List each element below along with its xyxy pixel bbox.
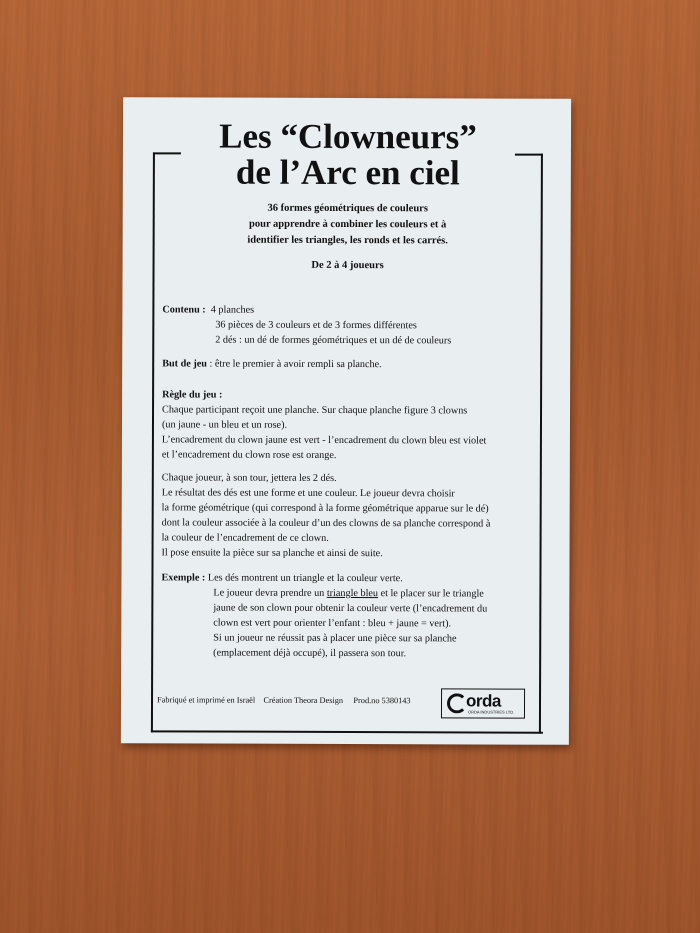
example-line: (emplacement déjà occupé), il passera son tour. <box>213 647 407 660</box>
rules-line: Le résultat des dés est une forme et une couleur. Le joueur devra choisir <box>161 487 455 500</box>
intro-line-2: pour apprendre à combiner les couleurs et à <box>249 218 447 231</box>
footer-creation: Création Theora Design <box>263 695 344 705</box>
logo-text: orda <box>465 691 501 711</box>
contents-label: Contenu : <box>162 304 206 316</box>
rules-line: et l’encadrement du clown rose est orange. <box>161 449 337 461</box>
title-line-1: Les “Clowneurs” <box>219 116 477 157</box>
goal-label: But de jeu <box>162 358 207 370</box>
logo-circle-icon <box>447 693 467 713</box>
rules-line: la forme géométrique (qui correspond à la forme géométrique apparue sur le dé) <box>161 502 489 515</box>
contents-section <box>162 302 542 348</box>
example-section <box>161 570 541 661</box>
logo-subtext: ORDA INDUSTRIES LTD. <box>467 709 515 715</box>
contents-item-3: 2 dés : un dé de formes géométriques et un dé de couleurs <box>215 334 452 347</box>
rules-line: dont la couleur associée à la couleur d’un des clowns de sa planche correspond à <box>161 517 491 530</box>
rules-line: L’encadrement du clown jaune est vert - l’encadrement du clown bleu est violet <box>161 434 487 447</box>
frame-bottom <box>151 730 543 733</box>
footer-made-in: Fabriqué et imprimé en Israël <box>157 695 256 705</box>
title-line-2: de l’Arc en ciel <box>235 152 460 193</box>
rules-label: Règle du jeu : <box>162 389 223 401</box>
rules-line: Il pose ensuite la pièce sur sa planche et ainsi de suite. <box>161 547 383 560</box>
example-line: Le joueur devra prendre un <box>213 587 327 599</box>
goal-section <box>162 356 542 372</box>
instruction-sheet <box>121 97 571 745</box>
example-line: et le placer sur le triangle <box>378 588 484 600</box>
frame-left <box>151 152 155 732</box>
footer <box>157 695 411 705</box>
goal-text: : être le premier à avoir rempli sa planche. <box>206 358 382 371</box>
rules-turns <box>162 470 542 561</box>
contents-item-1: 4 planches <box>210 304 255 316</box>
contents-item-2: 36 pièces de 3 couleurs et de 3 formes différentes <box>215 319 417 332</box>
example-line: Les dés montrent un triangle et la couleur verte. <box>207 572 403 585</box>
players-count: De 2 à 4 joueurs <box>311 259 384 272</box>
rules-line: Chaque participant reçoit une planche. Sur chaque planche figure 3 clowns <box>162 404 468 417</box>
orda-logo <box>441 688 525 718</box>
intro-line-1: 36 formes géométriques de couleurs <box>267 202 428 215</box>
example-label: Exemple : <box>161 572 206 584</box>
rules-section <box>162 387 542 463</box>
example-line: jaune de son clown pour obtenir la couleur verte (l’encadrement du <box>213 602 488 615</box>
rules-line: Chaque joueur, à son tour, jettera les 2 dés. <box>161 472 337 484</box>
rules-line: (un jaune - un bleu et un rose). <box>161 419 288 431</box>
example-underlined: triangle bleu <box>326 587 379 600</box>
example-line: clown est vert pour orienter l’enfant : bleu + jaune = vert). <box>213 617 452 630</box>
intro-line-3: identifier les triangles, les ronds et les carrés. <box>247 234 448 247</box>
example-line: Si un joueur ne réussit pas à placer une pièce sur sa planche <box>213 632 457 645</box>
intro <box>183 200 513 249</box>
footer-prod-number: Prod.no 5380143 <box>353 696 411 706</box>
rules-line: la couleur de l’encadrement de ce clown. <box>161 532 329 544</box>
